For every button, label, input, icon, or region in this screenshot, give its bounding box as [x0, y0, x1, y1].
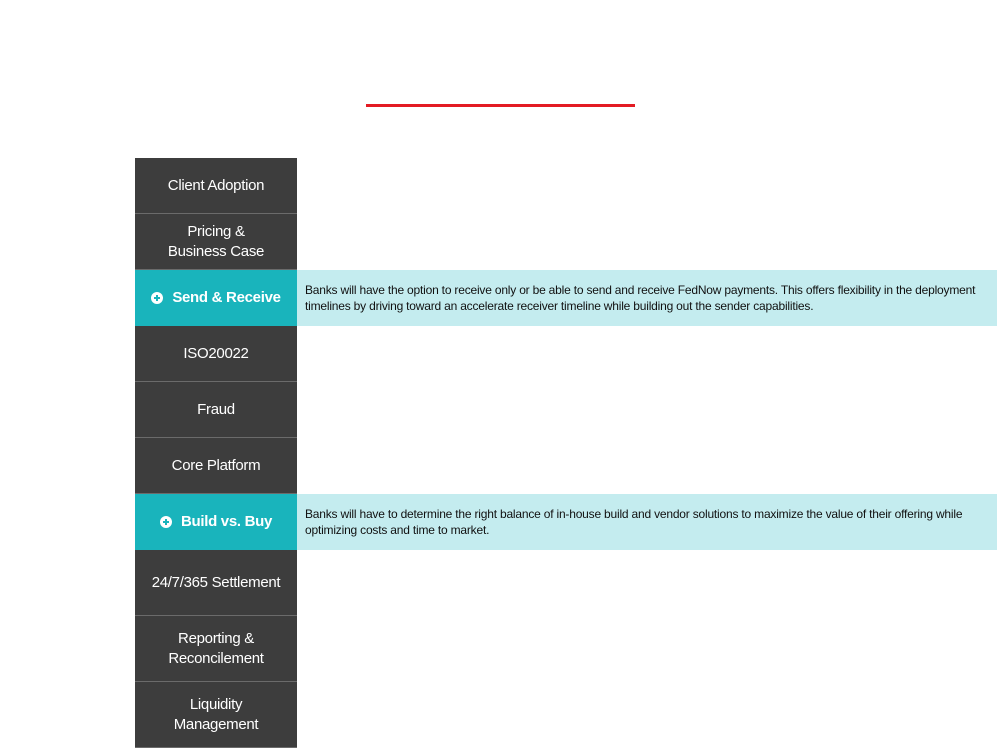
- tab-label: Core Platform: [171, 456, 261, 474]
- menu-row-fraud: [135, 382, 997, 438]
- tab-settlement[interactable]: [135, 550, 297, 616]
- topic-menu: [135, 158, 997, 748]
- tab-pricing-business-case[interactable]: [135, 214, 297, 270]
- tab-label: ISO20022: [183, 344, 249, 362]
- tab-label: Reporting & Reconcilement: [168, 629, 264, 667]
- tab-label: Client Adoption: [167, 176, 265, 194]
- tab-core-platform[interactable]: [135, 438, 297, 494]
- tab-label: Fraud: [197, 400, 235, 418]
- tab-label: Pricing & Business Case: [167, 222, 265, 260]
- tab-client-adoption[interactable]: [135, 158, 297, 214]
- menu-row-client-adoption: [135, 158, 997, 214]
- menu-row-send-receive: [135, 270, 997, 326]
- tab-label: Send & Receive: [172, 288, 281, 306]
- plus-circle-icon: [160, 516, 172, 528]
- build-vs-buy-detail: Banks will have to determine the right balance of in-house build and vendor solutions to maximize the value of their offering while optimizing costs and time to market.: [297, 494, 997, 550]
- menu-row-pricing: [135, 214, 997, 270]
- tab-label: 24/7/365 Settlement: [151, 573, 281, 591]
- tab-liquidity-management[interactable]: [135, 682, 297, 748]
- menu-row-settlement: [135, 550, 997, 616]
- tab-send-receive[interactable]: [135, 270, 297, 326]
- plus-circle-icon: [151, 292, 163, 304]
- menu-row-liquidity: [135, 682, 997, 748]
- tab-fraud[interactable]: [135, 382, 297, 438]
- tab-build-vs-buy[interactable]: [135, 494, 297, 550]
- menu-row-iso20022: [135, 326, 997, 382]
- menu-row-build-vs-buy: [135, 494, 997, 550]
- tab-reporting-reconcilement[interactable]: [135, 616, 297, 682]
- tab-label: Liquidity Management: [173, 695, 259, 733]
- menu-row-core-platform: [135, 438, 997, 494]
- title-underline: [366, 104, 635, 107]
- tab-iso20022[interactable]: [135, 326, 297, 382]
- menu-row-reporting: [135, 616, 997, 682]
- tab-label: Build vs. Buy: [180, 512, 273, 530]
- send-receive-detail: Banks will have the option to receive only or be able to send and receive FedNow payments. This offers flexibility in the deployment timelines by driving toward an accelerate receiver timeline while building out the sender capabilities.: [297, 270, 997, 326]
